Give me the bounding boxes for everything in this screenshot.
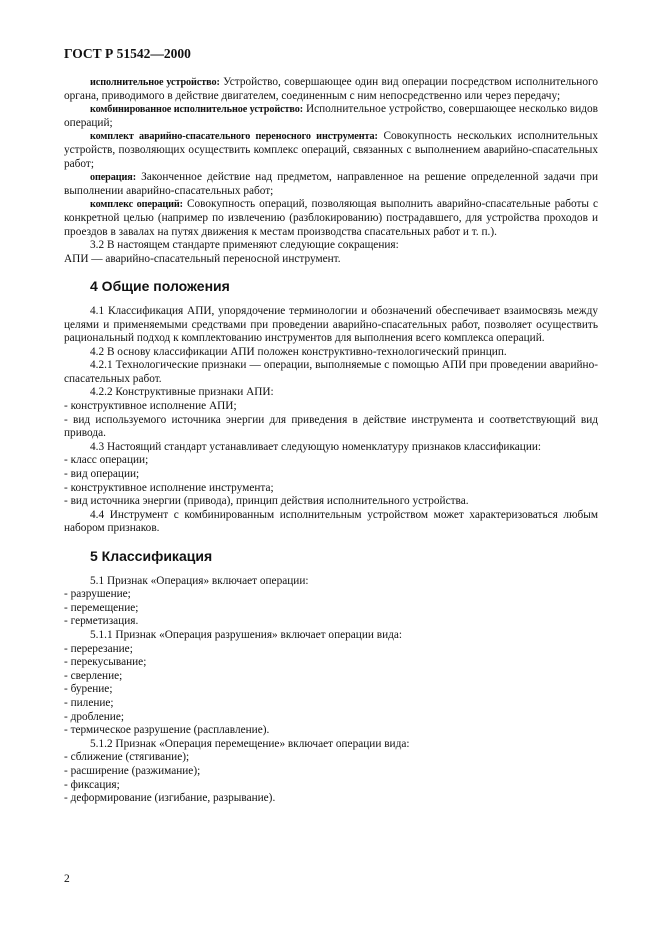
definition-term: операция:	[90, 172, 136, 184]
definition-text: Устройство, совершающее один вид операции посредством исполнительного органа, приводимого в действие двигателем, соединенным с ним непосредственно или через передачу;	[64, 76, 598, 102]
definition-term: комплекс операций:	[90, 199, 183, 211]
list-item: - дробление;	[64, 710, 124, 723]
clause-5-1: 5.1 Признак «Операция» включает операции:	[90, 574, 309, 587]
clause-4-2-1: 4.2.1 Технологические признаки — операции, выполняемые с помощью АПИ при проведении аварийно-спасательных работ.	[64, 359, 598, 385]
section-4-heading: 4 Общие положения	[90, 278, 230, 295]
list-item: - сверление;	[64, 669, 123, 682]
definition-paragraph	[64, 198, 598, 239]
definition-paragraph	[64, 130, 598, 171]
definition-term: исполнительное устройство:	[90, 77, 220, 88]
definition-paragraph	[64, 171, 598, 198]
list-item: - термическое разрушение (расплавление).	[64, 724, 270, 737]
list-item: - фиксация;	[64, 778, 120, 791]
clause-4-2-2: 4.2.2 Конструктивные признаки АПИ:	[90, 386, 274, 399]
list-item: - бурение;	[64, 683, 113, 696]
clause-4-3: 4.3 Настоящий стандарт устанавливает следующую номенклатуру признаков классификации:	[90, 440, 542, 453]
spacer	[64, 564, 598, 575]
list-item: - герметизация.	[64, 615, 139, 628]
section-5-heading: 5 Классификация	[90, 548, 213, 564]
clause-3-2: 3.2 В настоящем стандарте применяют следующие сокращения:	[90, 239, 399, 252]
document-header: ГОСТ Р 51542—2000	[64, 46, 191, 61]
list-item: - перерезание;	[64, 642, 133, 655]
list-item: - перемещение;	[64, 601, 139, 614]
list-item: - разрушение;	[64, 588, 131, 601]
page-number: 2	[64, 873, 70, 885]
list-item: - конструктивное исполнение инструмента;	[64, 481, 274, 494]
definition-text: Совокупность нескольких исполнительных устройств, позволяющих осуществить комплекс операций, связанных с выполнением аварийно-спасательных работ;	[64, 130, 598, 170]
list-item: - конструктивное исполнение АПИ;	[64, 400, 237, 413]
definition-term: комбинированное исполнительное устройство:	[90, 104, 304, 116]
list-item: - вид операции;	[64, 468, 140, 481]
spacer	[64, 294, 598, 305]
definition-term: комплект аварийно-спасательного переносного инструмента:	[90, 131, 378, 143]
list-item: - класс операции;	[64, 454, 149, 467]
definition-text: Исполнительное устройство, совершающее несколько видов операций;	[64, 103, 599, 129]
list-item: - деформирование (изгибание, разрывание).	[64, 792, 276, 805]
list-item: - вид источника энергии (привода), принцип действия исполнительного устройства.	[64, 495, 469, 508]
clause-4-4: 4.4 Инструмент с комбинированным исполнительным устройством может характеризоваться любым набором признаков.	[64, 508, 598, 535]
clause-4-1: 4.1 Классификация АПИ, упорядочение терминологии и обозначений обеспечивает взаимосвязь между целями и применяемыми средствами при проведении аварийно-спасательных работ, позволяет осуществить рациональный подход к комплектованию инструментов для выполнения всего комплекса операций.	[64, 304, 598, 345]
list-item: - сближение (стягивание);	[64, 751, 190, 764]
document-body	[64, 76, 598, 806]
definition-text: Совокупность операций, позволяющая выполнить аварийно-спасательные работы с конкретной целью (например по извлечению (разблокированию) пострадавшего, для устройства проходов и проездов в завалах на путях движения к местам производства спасательных работ и т. п.).	[64, 198, 599, 238]
list-item: - вид используемого источника энергии для приведения в действие инструмента и соответствующий вид привода.	[64, 413, 598, 440]
list-item: - перекусывание;	[64, 656, 147, 669]
definition-text: Законченное действие над предметом, направленное на решение определенной задачи при выполнении аварийно-спасательных работ;	[64, 171, 598, 197]
list-item: - расширение (разжимание);	[64, 764, 201, 777]
list-item: - пиление;	[64, 696, 114, 709]
clause-5-1-1: 5.1.1 Признак «Операция разрушения» включает операции вида:	[90, 628, 403, 641]
definition-paragraph	[64, 103, 598, 130]
clause-5-1-2: 5.1.2 Признак «Операция перемещение» включает операции вида:	[90, 737, 410, 750]
abbreviation-line: АПИ — аварийно-спасательный переносной инструмент.	[64, 252, 341, 265]
clause-4-2: 4.2 В основу классификации АПИ положен конструктивно-технологический принцип.	[90, 345, 507, 358]
definition-paragraph	[64, 76, 598, 103]
